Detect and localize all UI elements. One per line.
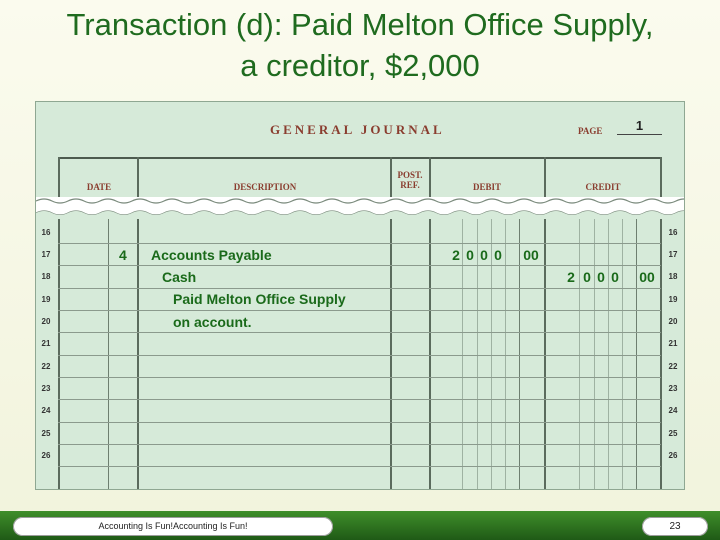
credit-account-name: Cash <box>162 269 197 285</box>
credit-digit: 0 <box>611 269 619 285</box>
row-rule <box>58 466 661 467</box>
line-number-left: 26 <box>41 451 51 460</box>
debit-digit: 2 <box>452 247 460 263</box>
line-number-right: 18 <box>668 272 678 281</box>
row-rule <box>58 243 661 244</box>
footer-text: Accounting Is Fun!Accounting Is Fun! <box>13 517 333 536</box>
line-number-left: 20 <box>41 317 51 326</box>
row-rule <box>58 310 661 311</box>
slide-page-number: 23 <box>642 517 708 536</box>
debit-cents-divider <box>519 198 520 490</box>
general-journal-form <box>35 101 685 490</box>
line-number-right: 22 <box>668 362 678 371</box>
page-label: PAGE <box>578 126 603 136</box>
torn-page-break <box>36 197 685 219</box>
credit-col-divider-2 <box>608 198 609 490</box>
credit-cents-divider <box>636 198 637 490</box>
date-month-divider <box>108 198 109 490</box>
debit-digit: 0 <box>480 247 488 263</box>
line-number-left: 23 <box>41 384 51 393</box>
debit-col-divider-3 <box>505 198 506 490</box>
line-number-right: 25 <box>668 429 678 438</box>
row-rule <box>58 444 661 445</box>
line-number-left: 25 <box>41 429 51 438</box>
journal-heading: GENERAL JOURNAL <box>270 122 445 137</box>
row-rule <box>58 265 661 266</box>
debit-cents: 00 <box>523 247 539 263</box>
debit-column-header: DEBIT <box>472 182 501 192</box>
date-column-header: DATE <box>86 182 112 192</box>
post-ref-header-line-1: POST. <box>397 170 423 180</box>
credit-digit: 0 <box>583 269 591 285</box>
slide-title <box>0 4 720 86</box>
row-rule <box>58 377 661 378</box>
credit-col-divider-1 <box>594 198 595 490</box>
title-line-1: Transaction (d): Paid Melton Office Supply, <box>66 7 654 42</box>
row-rule <box>58 332 661 333</box>
debit-col-divider-2 <box>491 198 492 490</box>
explanation-line-1: Paid Melton Office Supply <box>173 291 346 307</box>
line-number-right: 24 <box>668 406 678 415</box>
line-number-right: 19 <box>668 295 678 304</box>
header-top-rule <box>58 157 661 159</box>
credit-column-header: CREDIT <box>585 182 621 192</box>
debit-thousands-divider <box>462 198 463 490</box>
row-rule <box>58 422 661 423</box>
line-number-right: 21 <box>668 339 678 348</box>
line-number-right: 17 <box>668 250 678 259</box>
credit-thousands-divider <box>579 198 580 490</box>
credit-cents: 00 <box>639 269 655 285</box>
debit-digit: 0 <box>466 247 474 263</box>
line-number-left: 17 <box>41 250 51 259</box>
line-number-right: 16 <box>668 228 678 237</box>
row-rule <box>58 355 661 356</box>
explanation-line-2: on account. <box>173 314 252 330</box>
line-number-left: 21 <box>41 339 51 348</box>
title-line-2: a creditor, $2,000 <box>240 48 480 83</box>
page-number: 1 <box>617 118 662 135</box>
line-number-left: 19 <box>41 295 51 304</box>
debit-col-divider-1 <box>477 198 478 490</box>
credit-digit: 2 <box>567 269 575 285</box>
entry-date-day: 4 <box>119 247 127 263</box>
line-number-right: 26 <box>668 451 678 460</box>
post-ref-column-header <box>392 170 428 190</box>
row-rule <box>58 288 661 289</box>
credit-digit: 0 <box>597 269 605 285</box>
debit-digit: 0 <box>494 247 502 263</box>
line-number-left: 24 <box>41 406 51 415</box>
line-number-left: 16 <box>41 228 51 237</box>
line-number-left: 22 <box>41 362 51 371</box>
line-number-right: 20 <box>668 317 678 326</box>
post-ref-header-line-2: REF. <box>400 180 420 190</box>
line-number-left: 18 <box>41 272 51 281</box>
debit-account-name: Accounts Payable <box>151 247 272 263</box>
line-number-right: 23 <box>668 384 678 393</box>
row-rule <box>58 399 661 400</box>
description-column-header: DESCRIPTION <box>233 182 297 192</box>
credit-col-divider-3 <box>622 198 623 490</box>
